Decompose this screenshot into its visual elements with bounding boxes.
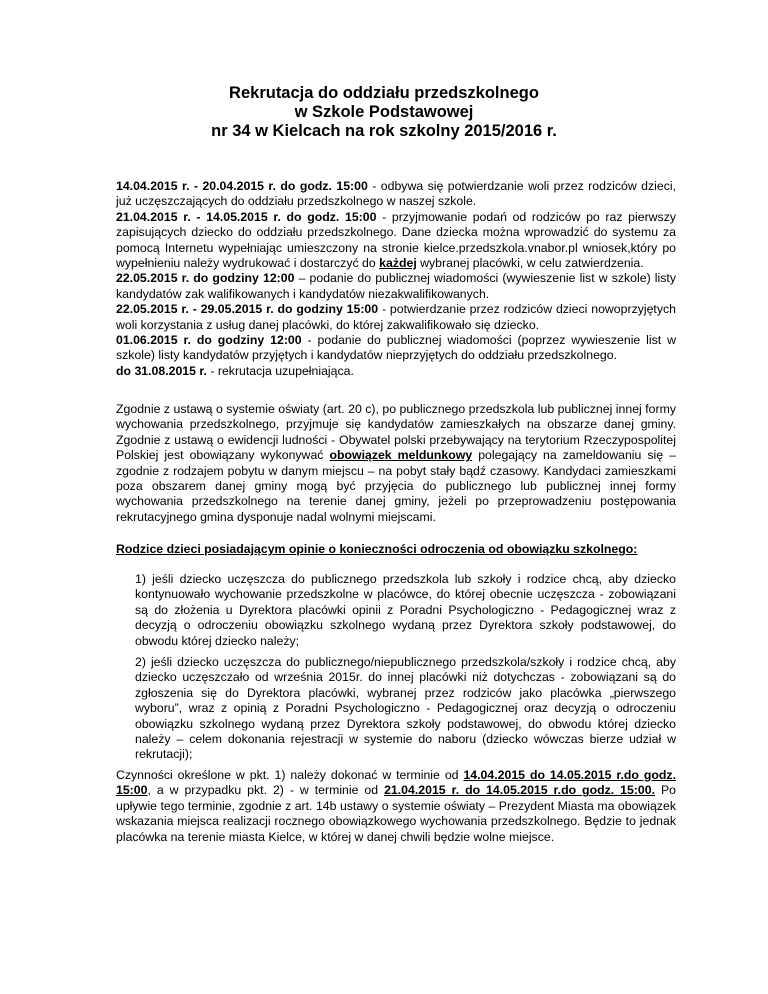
- deferral-item-1: 1) jeśli dziecko uczęszcza do publicznego przedszkola lub szkoły i rodzice chcą, aby dziecko kontynuowało wychowanie przedszkolne w placówce, do której obecnie uczęszcza - zobowiązani są do złożenia u Dyrektora placówki opinii z Poradni Psychologiczno - Pedagogicznej wraz z decyzją o odroczeniu obowiązku szkolnego wydaną przez Dyrektora szkoły podstawowej, do obwodu której dziecko należy;: [135, 572, 676, 648]
- deferral-heading: Rodzice dzieci posiadającym opinie o konieczności odroczenia od obowiązku szkolnego:: [116, 542, 638, 556]
- deadline-text: Po upływie tego terminie, zgodnie z art. 14b ustawy o systemie oświaty – Prezydent Miasta ma obowiązek wskazania miejsca realizacji rocznego obowiązkowego wychowania przedszkolnego. Będzie to jednak placówka na terenie miasta Kielce, w której w danej chwili będzie wolne miejsce.: [116, 783, 676, 844]
- schedule-text: - odbywa się potwierdzanie woli przez rodziców dzieci, już uczęszczających do oddziału przedszkolnego w naszej szkole.: [116, 179, 676, 209]
- law-text: Zgodnie z ustawą o systemie oświaty (art. 20 c), po publicznego przedszkola lub publicznej innej formy wychowania przedszkolnego, przyjmuje się kandydatów zamieszkałych na obszarze danej gminy. Zgodnie z ustawą o ewidencji ludności - Obywatel polski przebywający na terytorium Rzeczypospolitej Polskiej jest obowiązany wykonywać: [116, 402, 676, 463]
- schedule-entry: [116, 333, 676, 364]
- schedule-emphasis: każdej: [379, 256, 417, 271]
- schedule-entry: [116, 271, 676, 302]
- title-line-3: nr 34 w Kielcach na rok szkolny 2015/2016 r.: [211, 122, 557, 140]
- schedule-entry: [116, 179, 676, 210]
- schedule-date: 22.05.2015 r. - 29.05.2015 r. do godziny 15:00: [116, 302, 379, 317]
- schedule-text: wybranej placówki, w celu zatwierdzenia.: [416, 256, 644, 271]
- schedule-entry: [116, 210, 676, 272]
- schedule-text: - przyjmowanie podań od rodziców po raz pierwszy zapisujących dziecko do oddziału przedszkolnego. Dane dziecka można wprowadzić do systemu za pomocą Internetu wypełniając umieszczony na stronie kielce.przedszkola.vnabor.pl wniosek,który po wypełnieniu należy wydrukować i dostarczyć do: [116, 209, 677, 271]
- deadline-text: , a w przypadku pkt. 2) - w terminie od: [147, 783, 385, 798]
- schedule-date: do 31.08.2015 r.: [116, 363, 207, 378]
- legal-basis-paragraph: [116, 402, 676, 525]
- document-title: [0, 84, 768, 141]
- schedule-entry: [116, 364, 676, 379]
- deadline-date-2: 21.04.2015 r. do 14.05.2015 r.do godz. 15:00.: [384, 783, 655, 798]
- law-emphasis: obowiązek meldunkowy: [329, 448, 473, 463]
- law-text: polegający na zameldowaniu się – zgodnie z rodzajem pobytu w danym miejscu – na pobyt stały bądź czasowy. Kandydaci zamieszkami poza obszarem danej gminy mogą być przyjęcia do publicznego lub publicznej innej formy wychowania przedszkolnego na terenie danej gminy, jeżeli po przeprowadzeniu postępowania rekrutacyjnego gmina dysponuje nadal wolnymi miejscami.: [116, 448, 676, 524]
- schedule-date: 21.04.2015 r. - 14.05.2015 r. do godz. 15:00: [116, 209, 377, 224]
- recruitment-schedule: [116, 179, 676, 379]
- schedule-text: - potwierdzanie przez rodziców dzieci nowoprzyjętych woli korzystania z usług danej placówki, do której zakwalifikowało się dziecko.: [116, 302, 676, 332]
- schedule-text: - podanie do publicznej wiadomości (poprzez wywieszenie list w szkole) listy kandydatów przyjętych i kandydatów nieprzyjętych do oddziału przedszkolnego.: [116, 333, 676, 363]
- schedule-text: – podanie do publicznej wiadomości (wywieszenie list w szkole) listy kandydatów zak walifikowanych i kandydatów niezakwalifikowanych.: [116, 271, 676, 301]
- schedule-date: 14.04.2015 r. - 20.04.2015 r. do godz. 15:00: [116, 179, 368, 193]
- schedule-text: - rekrutacja uzupełniająca.: [206, 363, 354, 378]
- schedule-date: 01.06.2015 r. do godziny 12:00: [116, 333, 302, 348]
- deadline-date-1: 14.04.2015 do 14.05.2015 r.do godz. 15:00: [116, 768, 676, 798]
- schedule-entry: [116, 302, 676, 333]
- deferral-deadline-paragraph: [116, 768, 676, 845]
- deadline-text: Czynności określone w pkt. 1) należy dokonać w terminie od: [116, 768, 464, 782]
- title-line-2: w Szkole Podstawowej: [294, 103, 474, 121]
- title-line-1: Rekrutacja do oddziału przedszkolnego: [229, 84, 539, 102]
- schedule-date: 22.05.2015 r. do godziny 12:00: [116, 271, 295, 286]
- deferral-item-2: 2) jeśli dziecko uczęszcza do publicznego/niepublicznego przedszkola/szkoły i rodzice chcą, aby dziecko uczęszczało od września 2015r. do innej placówki niż dotychczas - zobowiązani są do zgłoszenia się do Dyrektora placówki, wybranej przez rodziców jako placówka „pierwszego wyboru”, wraz z opinią z Poradni Psychologiczno - Pedagogicznej oraz decyzją o odroczeniu obowiązku szkolnego wydaną przez Dyrektora szkoły podstawowej, do obwodu której dziecko należy – celem dokonania rejestracji w systemie do naboru (dziecko wówczas bierze udział w rekrutacji);: [135, 655, 676, 762]
